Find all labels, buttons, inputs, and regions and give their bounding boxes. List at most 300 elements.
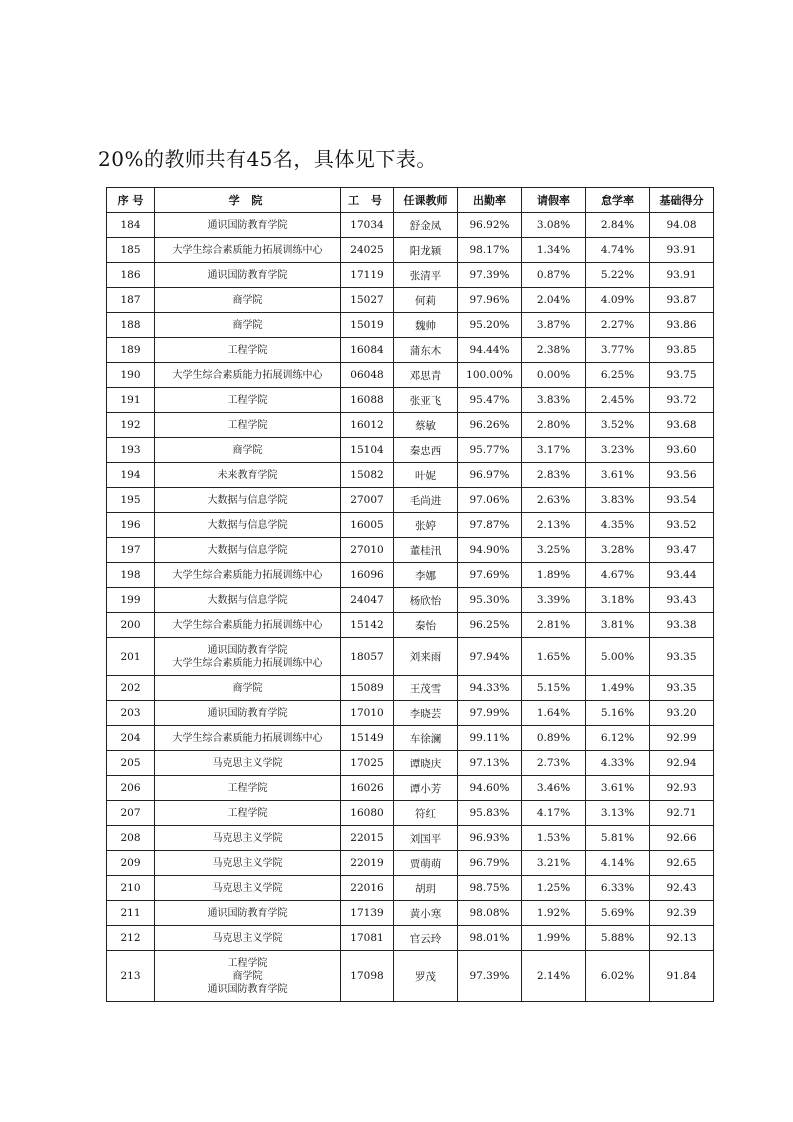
cell-leave: 1.34% bbox=[522, 238, 586, 263]
cell-teacher: 车徐澜 bbox=[394, 726, 458, 751]
cell-college bbox=[155, 288, 341, 313]
cell-absence: 4.33% bbox=[586, 751, 650, 776]
cell-attendance: 97.39% bbox=[458, 951, 522, 1002]
cell-college bbox=[155, 826, 341, 851]
cell-teacher: 毛尚进 bbox=[394, 488, 458, 513]
table-row bbox=[107, 213, 714, 238]
cell-teacher: 罗茂 bbox=[394, 951, 458, 1002]
table-row bbox=[107, 288, 714, 313]
cell-index: 213 bbox=[107, 951, 155, 1002]
cell-teacher: 张清平 bbox=[394, 263, 458, 288]
cell-attendance: 96.92% bbox=[458, 213, 522, 238]
cell-leave: 2.63% bbox=[522, 488, 586, 513]
table-row bbox=[107, 588, 714, 613]
cell-staff-id: 15027 bbox=[341, 288, 394, 313]
cell-absence: 5.81% bbox=[586, 826, 650, 851]
cell-score: 93.72 bbox=[650, 388, 714, 413]
cell-index: 189 bbox=[107, 338, 155, 363]
cell-absence: 3.77% bbox=[586, 338, 650, 363]
cell-score: 93.87 bbox=[650, 288, 714, 313]
cell-college bbox=[155, 313, 341, 338]
cell-index: 212 bbox=[107, 926, 155, 951]
college-line: 工程学院 bbox=[227, 957, 268, 969]
cell-absence: 6.25% bbox=[586, 363, 650, 388]
cell-college bbox=[155, 851, 341, 876]
cell-teacher: 杨欣怡 bbox=[394, 588, 458, 613]
cell-college bbox=[155, 588, 341, 613]
cell-teacher: 张婷 bbox=[394, 513, 458, 538]
header-teacher: 任课教师 bbox=[394, 188, 458, 213]
cell-index: 204 bbox=[107, 726, 155, 751]
table-row bbox=[107, 413, 714, 438]
table-row bbox=[107, 901, 714, 926]
cell-attendance: 96.93% bbox=[458, 826, 522, 851]
table-row bbox=[107, 676, 714, 701]
cell-leave: 1.64% bbox=[522, 701, 586, 726]
cell-absence: 6.12% bbox=[586, 726, 650, 751]
cell-absence: 1.49% bbox=[586, 676, 650, 701]
cell-leave: 2.73% bbox=[522, 751, 586, 776]
cell-staff-id: 15142 bbox=[341, 613, 394, 638]
cell-leave: 3.21% bbox=[522, 851, 586, 876]
cell-absence: 5.22% bbox=[586, 263, 650, 288]
table-row bbox=[107, 751, 714, 776]
cell-leave: 0.87% bbox=[522, 263, 586, 288]
cell-score: 93.52 bbox=[650, 513, 714, 538]
cell-leave: 3.08% bbox=[522, 213, 586, 238]
table-header bbox=[107, 188, 714, 213]
cell-index: 190 bbox=[107, 363, 155, 388]
college-line: 通识国防教育学院 bbox=[207, 269, 288, 281]
cell-college bbox=[155, 238, 341, 263]
table-row bbox=[107, 463, 714, 488]
cell-attendance: 96.25% bbox=[458, 613, 522, 638]
cell-index: 195 bbox=[107, 488, 155, 513]
cell-leave: 2.80% bbox=[522, 413, 586, 438]
cell-staff-id: 17139 bbox=[341, 901, 394, 926]
cell-teacher: 李晓芸 bbox=[394, 701, 458, 726]
cell-index: 203 bbox=[107, 701, 155, 726]
cell-college bbox=[155, 338, 341, 363]
cell-absence: 4.09% bbox=[586, 288, 650, 313]
cell-teacher: 贾萌萌 bbox=[394, 851, 458, 876]
cell-score: 92.93 bbox=[650, 776, 714, 801]
cell-college bbox=[155, 363, 341, 388]
cell-index: 185 bbox=[107, 238, 155, 263]
cell-teacher: 符红 bbox=[394, 801, 458, 826]
cell-staff-id: 16026 bbox=[341, 776, 394, 801]
cell-leave: 3.39% bbox=[522, 588, 586, 613]
college-line: 通识国防教育学院 bbox=[207, 707, 288, 719]
table-row bbox=[107, 926, 714, 951]
cell-attendance: 97.39% bbox=[458, 263, 522, 288]
cell-attendance: 94.60% bbox=[458, 776, 522, 801]
cell-teacher: 邓思青 bbox=[394, 363, 458, 388]
college-line: 大学生综合素质能力拓展训练中心 bbox=[172, 369, 323, 381]
college-line: 马克思主义学院 bbox=[212, 882, 283, 894]
college-line: 大数据与信息学院 bbox=[207, 544, 288, 556]
cell-staff-id: 16080 bbox=[341, 801, 394, 826]
cell-score: 92.66 bbox=[650, 826, 714, 851]
cell-index: 200 bbox=[107, 613, 155, 638]
cell-college bbox=[155, 751, 341, 776]
cell-attendance: 97.06% bbox=[458, 488, 522, 513]
cell-teacher: 谭晓庆 bbox=[394, 751, 458, 776]
table-row bbox=[107, 313, 714, 338]
cell-staff-id: 17034 bbox=[341, 213, 394, 238]
cell-score: 92.43 bbox=[650, 876, 714, 901]
cell-attendance: 95.47% bbox=[458, 388, 522, 413]
table-row bbox=[107, 851, 714, 876]
cell-attendance: 99.11% bbox=[458, 726, 522, 751]
table-row bbox=[107, 826, 714, 851]
table-row bbox=[107, 263, 714, 288]
cell-score: 93.43 bbox=[650, 588, 714, 613]
table-row bbox=[107, 513, 714, 538]
cell-leave: 2.13% bbox=[522, 513, 586, 538]
cell-staff-id: 27010 bbox=[341, 538, 394, 563]
table-row bbox=[107, 538, 714, 563]
table-row bbox=[107, 388, 714, 413]
cell-score: 92.99 bbox=[650, 726, 714, 751]
table-row bbox=[107, 338, 714, 363]
cell-leave: 1.65% bbox=[522, 638, 586, 676]
college-line: 马克思主义学院 bbox=[212, 832, 283, 844]
cell-college bbox=[155, 876, 341, 901]
cell-leave: 3.17% bbox=[522, 438, 586, 463]
cell-index: 202 bbox=[107, 676, 155, 701]
cell-score: 93.35 bbox=[650, 638, 714, 676]
college-line: 大学生综合素质能力拓展训练中心 bbox=[172, 657, 323, 669]
cell-staff-id: 17010 bbox=[341, 701, 394, 726]
cell-leave: 2.04% bbox=[522, 288, 586, 313]
header-attendance: 出勤率 bbox=[458, 188, 522, 213]
cell-absence: 5.88% bbox=[586, 926, 650, 951]
cell-college bbox=[155, 488, 341, 513]
college-line: 工程学院 bbox=[227, 394, 268, 406]
cell-staff-id: 06048 bbox=[341, 363, 394, 388]
cell-teacher: 阳龙颍 bbox=[394, 238, 458, 263]
cell-absence: 3.28% bbox=[586, 538, 650, 563]
table-row bbox=[107, 801, 714, 826]
cell-staff-id: 22015 bbox=[341, 826, 394, 851]
cell-score: 92.13 bbox=[650, 926, 714, 951]
table-row bbox=[107, 563, 714, 588]
cell-index: 211 bbox=[107, 901, 155, 926]
cell-absence: 3.61% bbox=[586, 776, 650, 801]
cell-score: 93.44 bbox=[650, 563, 714, 588]
cell-score: 92.94 bbox=[650, 751, 714, 776]
cell-index: 205 bbox=[107, 751, 155, 776]
table-row bbox=[107, 613, 714, 638]
cell-teacher: 魏帅 bbox=[394, 313, 458, 338]
table-row bbox=[107, 638, 714, 676]
cell-absence: 4.35% bbox=[586, 513, 650, 538]
cell-attendance: 97.13% bbox=[458, 751, 522, 776]
cell-leave: 3.83% bbox=[522, 388, 586, 413]
college-line: 马克思主义学院 bbox=[212, 932, 283, 944]
cell-attendance: 95.30% bbox=[458, 588, 522, 613]
cell-college bbox=[155, 613, 341, 638]
cell-leave: 0.89% bbox=[522, 726, 586, 751]
cell-index: 187 bbox=[107, 288, 155, 313]
college-line: 通识国防教育学院 bbox=[207, 983, 288, 995]
cell-teacher: 官云玲 bbox=[394, 926, 458, 951]
cell-attendance: 97.99% bbox=[458, 701, 522, 726]
cell-absence: 3.61% bbox=[586, 463, 650, 488]
cell-absence: 5.69% bbox=[586, 901, 650, 926]
cell-score: 91.84 bbox=[650, 951, 714, 1002]
college-line: 大学生综合素质能力拓展训练中心 bbox=[172, 732, 323, 744]
cell-staff-id: 16084 bbox=[341, 338, 394, 363]
cell-teacher: 李娜 bbox=[394, 563, 458, 588]
college-line: 通识国防教育学院 bbox=[207, 644, 288, 656]
cell-score: 93.68 bbox=[650, 413, 714, 438]
college-line: 工程学院 bbox=[227, 344, 268, 356]
college-line: 马克思主义学院 bbox=[212, 757, 283, 769]
cell-college bbox=[155, 213, 341, 238]
cell-leave: 2.83% bbox=[522, 463, 586, 488]
cell-college bbox=[155, 726, 341, 751]
cell-staff-id: 22016 bbox=[341, 876, 394, 901]
cell-absence: 3.18% bbox=[586, 588, 650, 613]
college-line: 未来教育学院 bbox=[217, 469, 278, 481]
header-index: 序 号 bbox=[107, 188, 155, 213]
header-absence: 怠学率 bbox=[586, 188, 650, 213]
table-row bbox=[107, 701, 714, 726]
cell-staff-id: 18057 bbox=[341, 638, 394, 676]
table-row bbox=[107, 238, 714, 263]
cell-teacher: 董桂汛 bbox=[394, 538, 458, 563]
cell-attendance: 97.87% bbox=[458, 513, 522, 538]
cell-index: 199 bbox=[107, 588, 155, 613]
table-row bbox=[107, 951, 714, 1002]
cell-index: 196 bbox=[107, 513, 155, 538]
cell-attendance: 98.17% bbox=[458, 238, 522, 263]
cell-index: 193 bbox=[107, 438, 155, 463]
cell-college bbox=[155, 676, 341, 701]
college-line: 通识国防教育学院 bbox=[207, 219, 288, 231]
cell-absence: 4.67% bbox=[586, 563, 650, 588]
cell-staff-id: 15089 bbox=[341, 676, 394, 701]
cell-absence: 3.23% bbox=[586, 438, 650, 463]
college-line: 商学院 bbox=[232, 970, 263, 982]
cell-staff-id: 16005 bbox=[341, 513, 394, 538]
cell-absence: 6.02% bbox=[586, 951, 650, 1002]
cell-leave: 2.81% bbox=[522, 613, 586, 638]
header-staff-id: 工 号 bbox=[341, 188, 394, 213]
cell-index: 201 bbox=[107, 638, 155, 676]
cell-teacher: 舒金凤 bbox=[394, 213, 458, 238]
cell-attendance: 97.69% bbox=[458, 563, 522, 588]
college-line: 马克思主义学院 bbox=[212, 857, 283, 869]
cell-staff-id: 16012 bbox=[341, 413, 394, 438]
cell-teacher: 蔡敏 bbox=[394, 413, 458, 438]
cell-attendance: 97.94% bbox=[458, 638, 522, 676]
cell-leave: 3.25% bbox=[522, 538, 586, 563]
cell-attendance: 94.33% bbox=[458, 676, 522, 701]
cell-score: 93.91 bbox=[650, 263, 714, 288]
cell-absence: 3.13% bbox=[586, 801, 650, 826]
cell-score: 92.71 bbox=[650, 801, 714, 826]
cell-absence: 2.84% bbox=[586, 213, 650, 238]
college-line: 通识国防教育学院 bbox=[207, 907, 288, 919]
cell-college bbox=[155, 413, 341, 438]
college-line: 商学院 bbox=[232, 682, 263, 694]
cell-absence: 3.81% bbox=[586, 613, 650, 638]
college-line: 工程学院 bbox=[227, 807, 268, 819]
cell-college bbox=[155, 776, 341, 801]
cell-absence: 2.45% bbox=[586, 388, 650, 413]
cell-score: 94.08 bbox=[650, 213, 714, 238]
cell-score: 93.56 bbox=[650, 463, 714, 488]
cell-score: 93.75 bbox=[650, 363, 714, 388]
cell-college bbox=[155, 638, 341, 676]
table-row bbox=[107, 438, 714, 463]
cell-attendance: 98.01% bbox=[458, 926, 522, 951]
cell-attendance: 94.44% bbox=[458, 338, 522, 363]
cell-staff-id: 24025 bbox=[341, 238, 394, 263]
cell-leave: 0.00% bbox=[522, 363, 586, 388]
intro-text: 20%的教师共有45名，具体见下表。 bbox=[98, 147, 437, 171]
teacher-table bbox=[106, 187, 714, 1002]
cell-leave: 1.92% bbox=[522, 901, 586, 926]
cell-absence: 5.16% bbox=[586, 701, 650, 726]
cell-leave: 1.53% bbox=[522, 826, 586, 851]
college-line: 大数据与信息学院 bbox=[207, 519, 288, 531]
cell-staff-id: 17119 bbox=[341, 263, 394, 288]
cell-staff-id: 17081 bbox=[341, 926, 394, 951]
cell-index: 209 bbox=[107, 851, 155, 876]
cell-index: 197 bbox=[107, 538, 155, 563]
cell-college bbox=[155, 701, 341, 726]
cell-teacher: 何莉 bbox=[394, 288, 458, 313]
cell-index: 207 bbox=[107, 801, 155, 826]
cell-absence: 4.14% bbox=[586, 851, 650, 876]
cell-teacher: 谭小芳 bbox=[394, 776, 458, 801]
cell-index: 194 bbox=[107, 463, 155, 488]
cell-score: 93.47 bbox=[650, 538, 714, 563]
header-row bbox=[107, 188, 714, 213]
cell-absence: 4.74% bbox=[586, 238, 650, 263]
cell-absence: 3.83% bbox=[586, 488, 650, 513]
college-line: 商学院 bbox=[232, 444, 263, 456]
cell-staff-id: 16096 bbox=[341, 563, 394, 588]
cell-attendance: 95.83% bbox=[458, 801, 522, 826]
cell-attendance: 96.79% bbox=[458, 851, 522, 876]
cell-index: 191 bbox=[107, 388, 155, 413]
cell-index: 192 bbox=[107, 413, 155, 438]
cell-leave: 1.25% bbox=[522, 876, 586, 901]
cell-score: 93.54 bbox=[650, 488, 714, 513]
cell-staff-id: 15149 bbox=[341, 726, 394, 751]
cell-absence: 2.27% bbox=[586, 313, 650, 338]
cell-college bbox=[155, 563, 341, 588]
cell-college bbox=[155, 538, 341, 563]
cell-teacher: 王茂雪 bbox=[394, 676, 458, 701]
college-line: 大学生综合素质能力拓展训练中心 bbox=[172, 619, 323, 631]
cell-score: 93.60 bbox=[650, 438, 714, 463]
cell-college bbox=[155, 513, 341, 538]
cell-staff-id: 15082 bbox=[341, 463, 394, 488]
cell-attendance: 94.90% bbox=[458, 538, 522, 563]
table-row bbox=[107, 363, 714, 388]
cell-leave: 3.87% bbox=[522, 313, 586, 338]
cell-attendance: 98.75% bbox=[458, 876, 522, 901]
cell-leave: 3.46% bbox=[522, 776, 586, 801]
cell-leave: 2.14% bbox=[522, 951, 586, 1002]
cell-score: 93.20 bbox=[650, 701, 714, 726]
cell-attendance: 95.20% bbox=[458, 313, 522, 338]
cell-teacher: 叶妮 bbox=[394, 463, 458, 488]
cell-score: 92.65 bbox=[650, 851, 714, 876]
college-line: 大学生综合素质能力拓展训练中心 bbox=[172, 569, 323, 581]
header-score: 基础得分 bbox=[650, 188, 714, 213]
table-row bbox=[107, 726, 714, 751]
college-line: 大数据与信息学院 bbox=[207, 494, 288, 506]
college-line: 大数据与信息学院 bbox=[207, 594, 288, 606]
cell-college bbox=[155, 463, 341, 488]
cell-score: 92.39 bbox=[650, 901, 714, 926]
cell-staff-id: 24047 bbox=[341, 588, 394, 613]
cell-attendance: 95.77% bbox=[458, 438, 522, 463]
cell-score: 93.91 bbox=[650, 238, 714, 263]
table-row bbox=[107, 488, 714, 513]
cell-staff-id: 15019 bbox=[341, 313, 394, 338]
cell-teacher: 胡玥 bbox=[394, 876, 458, 901]
cell-leave: 5.15% bbox=[522, 676, 586, 701]
cell-attendance: 98.08% bbox=[458, 901, 522, 926]
cell-index: 210 bbox=[107, 876, 155, 901]
cell-index: 208 bbox=[107, 826, 155, 851]
cell-absence: 5.00% bbox=[586, 638, 650, 676]
cell-college bbox=[155, 951, 341, 1002]
college-line: 大学生综合素质能力拓展训练中心 bbox=[172, 244, 323, 256]
cell-staff-id: 17098 bbox=[341, 951, 394, 1002]
cell-score: 93.38 bbox=[650, 613, 714, 638]
cell-teacher: 张亚飞 bbox=[394, 388, 458, 413]
cell-teacher: 秦怡 bbox=[394, 613, 458, 638]
cell-college bbox=[155, 801, 341, 826]
cell-staff-id: 16088 bbox=[341, 388, 394, 413]
cell-leave: 1.99% bbox=[522, 926, 586, 951]
college-line: 商学院 bbox=[232, 319, 263, 331]
cell-leave: 1.89% bbox=[522, 563, 586, 588]
cell-leave: 4.17% bbox=[522, 801, 586, 826]
header-college: 学 院 bbox=[155, 188, 341, 213]
cell-teacher: 黄小寒 bbox=[394, 901, 458, 926]
cell-college bbox=[155, 438, 341, 463]
cell-college bbox=[155, 926, 341, 951]
cell-score: 93.35 bbox=[650, 676, 714, 701]
cell-teacher: 秦忠西 bbox=[394, 438, 458, 463]
cell-college bbox=[155, 901, 341, 926]
cell-index: 198 bbox=[107, 563, 155, 588]
cell-college bbox=[155, 263, 341, 288]
header-leave: 请假率 bbox=[522, 188, 586, 213]
college-line: 商学院 bbox=[232, 294, 263, 306]
college-line: 工程学院 bbox=[227, 782, 268, 794]
cell-index: 188 bbox=[107, 313, 155, 338]
cell-attendance: 96.97% bbox=[458, 463, 522, 488]
cell-teacher: 刘来雨 bbox=[394, 638, 458, 676]
cell-score: 93.85 bbox=[650, 338, 714, 363]
cell-score: 93.86 bbox=[650, 313, 714, 338]
cell-absence: 3.52% bbox=[586, 413, 650, 438]
cell-index: 184 bbox=[107, 213, 155, 238]
cell-attendance: 97.96% bbox=[458, 288, 522, 313]
cell-leave: 2.38% bbox=[522, 338, 586, 363]
